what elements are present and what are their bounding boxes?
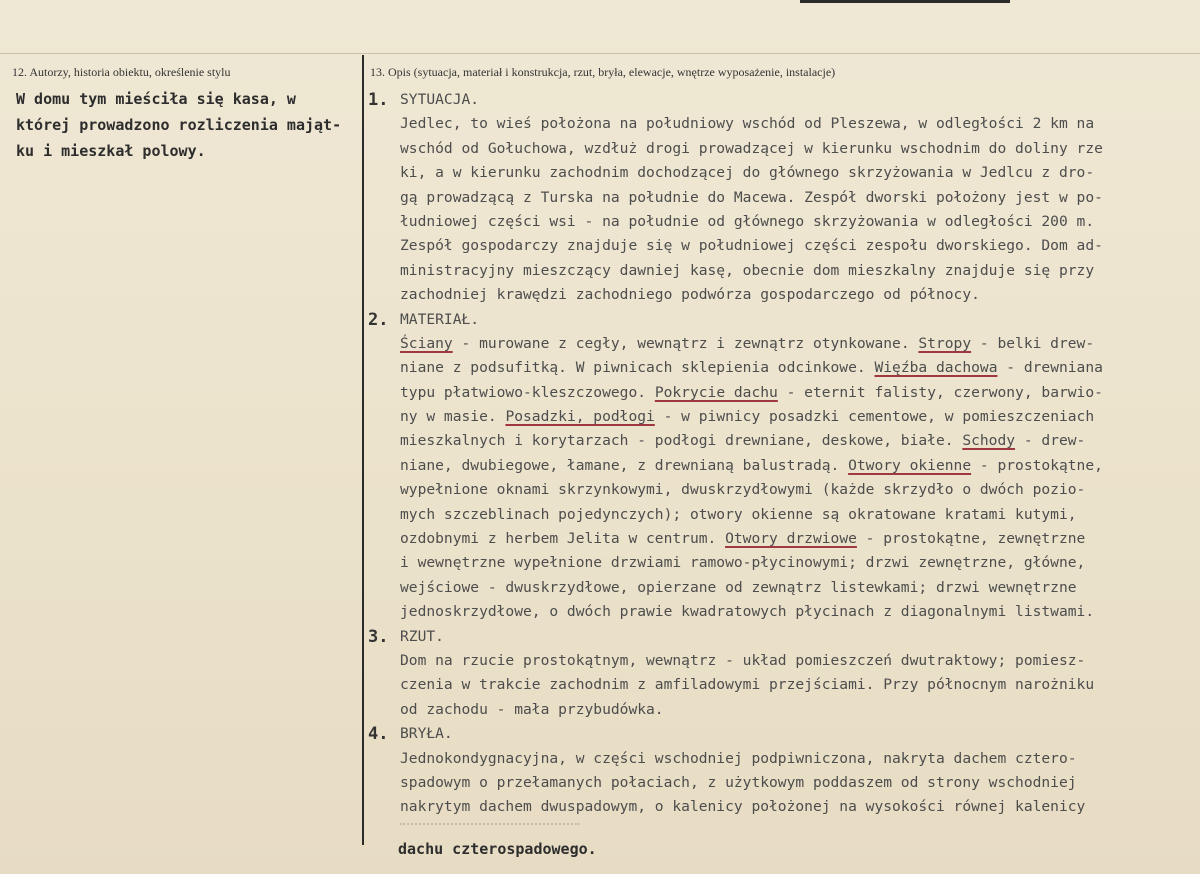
text-line: zachodniej krawędzi zachodniego podwórza gospodarczego od północy. bbox=[400, 286, 980, 304]
text-span: - w piwnicy posadzki cementowe, w pomieszczeniach bbox=[654, 408, 1095, 426]
text-line: nakrytym dachem dwuspadowym, o kalenicy położonej na wysokości równej kalenicy bbox=[400, 798, 1086, 816]
text-line: od zachodu - mała przybudówka. bbox=[400, 700, 664, 718]
text-span: niane, dwubiegowe, łamane, z drewnianą balustradą. bbox=[400, 456, 849, 474]
text-line: jednoskrzydłowe, o dwóch prawie kwadratowych płycinach z diagonalnymi listwami. bbox=[400, 603, 1095, 621]
history-line: której prowadzono rozliczenia mająt- bbox=[16, 116, 342, 134]
underlined-term: Więźba dachowa bbox=[874, 359, 998, 377]
text-span: - prostokątne, bbox=[971, 456, 1103, 474]
text-span: - drewniana bbox=[997, 359, 1103, 377]
section-number: 2. bbox=[368, 309, 389, 330]
text-line: i wewnętrzne wypełnione drzwiami ramowo-płycinowymi; drzwi zewnętrzne, główne, bbox=[400, 554, 1086, 572]
section-heading bbox=[368, 88, 1183, 112]
text-span: - murowane z cegły, wewnątrz i zewnątrz otynkowane. bbox=[452, 334, 919, 352]
description-body bbox=[368, 88, 1183, 820]
text-span: mieszkalnych i korytarzach - podłogi drewniane, deskowe, białe. bbox=[400, 432, 963, 450]
text-line: Dom na rzucie prostokątnym, wewnątrz - układ pomieszczeń dwutraktowy; pomiesz- bbox=[400, 651, 1086, 669]
text-line bbox=[368, 356, 1183, 380]
section-heading bbox=[368, 722, 1183, 746]
faded-mark bbox=[400, 823, 580, 835]
text-line: Zespół gospodarczy znajduje się w południowej części zespołu dworskiego. Dom ad- bbox=[400, 237, 1103, 255]
text-line bbox=[368, 381, 1183, 405]
section-title: MATERIAŁ. bbox=[400, 310, 480, 328]
text-line: wejściowe - dwuskrzydłowe, opierzane od zewnątrz listewkami; drzwi wewnętrzne bbox=[400, 578, 1077, 596]
column-divider bbox=[362, 55, 364, 845]
text-line: łudniowej części wsi - na południe od głównego skrzyżowania w odległości 200 m. bbox=[400, 212, 1095, 230]
text-span: - prostokątne, zewnętrzne bbox=[856, 530, 1086, 548]
underlined-term: Otwory drzwiowe bbox=[725, 530, 857, 548]
section-number: 3. bbox=[368, 626, 389, 647]
text-line: ki, a w kierunku zachodnim dochodzącej do głównego skrzyżowania w Jedlcu z dro- bbox=[400, 164, 1095, 182]
underlined-term: Posadzki, podłogi bbox=[505, 408, 655, 426]
text-line bbox=[368, 405, 1183, 429]
history-text bbox=[16, 86, 361, 164]
text-line bbox=[368, 454, 1183, 478]
text-span: niane z podsufitką. W piwnicach sklepienia odcinkowe. bbox=[400, 359, 875, 377]
text-line bbox=[368, 429, 1183, 453]
underlined-term: Schody bbox=[962, 432, 1016, 450]
text-span: ozdobnymi z herbem Jelita w centrum. bbox=[400, 530, 726, 548]
history-line: ku i mieszkał polowy. bbox=[16, 142, 206, 160]
section-heading bbox=[368, 308, 1183, 332]
underlined-term: Ściany bbox=[400, 334, 453, 352]
text-span: ny w masie. bbox=[400, 408, 506, 426]
section-heading bbox=[368, 625, 1183, 649]
text-line: czenia w trakcie zachodnim z amfiladowymi przejściami. Przy północnym narożniku bbox=[400, 676, 1095, 694]
history-line: W domu tym mieściła się kasa, w bbox=[16, 90, 296, 108]
left-column-header: 12. Autorzy, historia obiektu, określenie stylu bbox=[12, 65, 231, 79]
text-line: wypełnione oknami skrzynkowymi, dwuskrzydłowymi (każde skrzydło o dwóch pozio- bbox=[400, 481, 1086, 499]
section-title: BRYŁA. bbox=[400, 725, 453, 743]
text-span: - drew- bbox=[1015, 432, 1086, 450]
top-edge-mark bbox=[800, 0, 1010, 3]
text-line bbox=[368, 332, 1183, 356]
text-line: ministracyjny mieszczący dawniej kasę, obecnie dom mieszkalny znajduje się przy bbox=[400, 261, 1095, 279]
section-title: RZUT. bbox=[400, 627, 444, 645]
underlined-term: Pokrycie dachu bbox=[654, 383, 778, 401]
text-span: - belki drew- bbox=[971, 334, 1095, 352]
text-line: wschód od Gołuchowa, wzdłuż drogi prowadzącej w kierunku wschodnim do doliny rze bbox=[400, 139, 1103, 157]
text-line: gą prowadzącą z Turska na południe do Macewa. Zespół dworski położony jest w po- bbox=[400, 188, 1103, 206]
text-span: typu płatwiowo-kleszczowego. bbox=[400, 383, 655, 401]
section-number: 4. bbox=[368, 724, 389, 745]
text-line: Jedlec, to wieś położona na południowy wschód od Pleszewa, w odległości 2 km na bbox=[400, 115, 1095, 133]
underlined-term: Otwory okienne bbox=[848, 456, 972, 474]
header-divider bbox=[0, 53, 1200, 54]
underlined-term: Stropy bbox=[918, 334, 972, 352]
text-line: mych szczeblinach pojedynczych); otwory okienne są okratowane kratami kutymi, bbox=[400, 505, 1077, 523]
text-line: spadowym o przełamanych połaciach, z użytkowym poddaszem od strony wschodniej bbox=[400, 773, 1077, 791]
section-title: SYTUACJA. bbox=[400, 91, 480, 108]
text-line: Jednokondygnacyjna, w części wschodniej podpiwniczona, nakryta dachem cztero- bbox=[400, 749, 1077, 767]
right-column-header: 13. Opis (sytuacja, materiał i konstrukcja, rzut, bryła, elewacje, wnętrze wyposażenie, instalacje) bbox=[370, 65, 836, 79]
section-number: 1. bbox=[368, 90, 389, 110]
continuation-line: dachu czterospadowego. bbox=[398, 840, 597, 858]
text-line bbox=[368, 527, 1183, 551]
text-span: - eternit falisty, czerwony, barwio- bbox=[777, 383, 1103, 401]
